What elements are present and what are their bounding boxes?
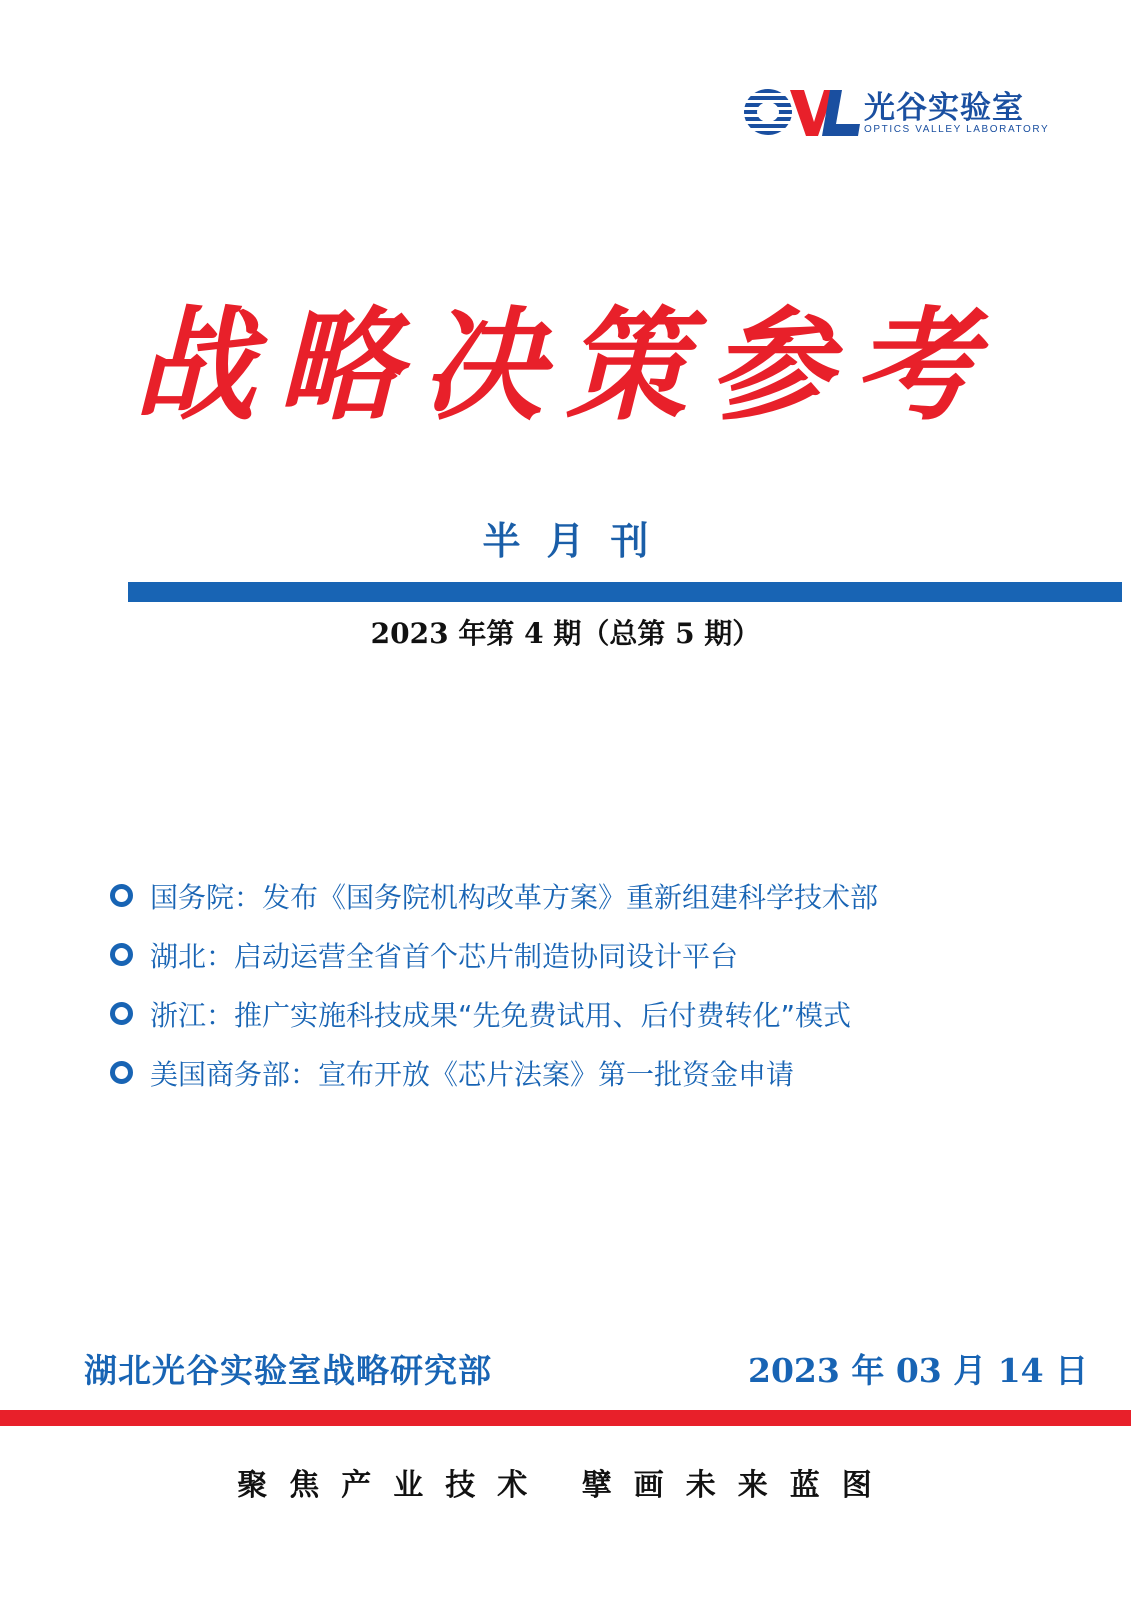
issue-number: 2023 年第 4 期（总第 5 期） <box>370 617 761 650</box>
publication-date: 2023 年 03 月 14 日 <box>748 1351 1089 1390</box>
page-title: 战略决策参考 <box>133 293 998 437</box>
logo-name-cn: 光谷实验室 <box>864 90 1024 126</box>
headline-item <box>110 931 1070 990</box>
publication-frequency: 半月刊 <box>482 518 675 563</box>
headline-item <box>110 1049 1070 1108</box>
ovl-logo-icon <box>742 84 860 140</box>
headline-item <box>110 990 1070 1049</box>
circle-bullet-icon <box>110 884 133 907</box>
headline-item <box>110 872 1070 931</box>
headline-text: 浙江：推广实施科技成果“先免费试用、后付费转化”模式 <box>150 998 852 1032</box>
blue-divider <box>128 582 1122 602</box>
circle-bullet-icon <box>110 943 133 966</box>
headline-list <box>110 872 1070 1108</box>
logo-name-en: OPTICS VALLEY LABORATORY <box>864 124 1050 135</box>
logo <box>742 82 1062 142</box>
headline-text: 美国商务部：宣布开放《芯片法案》第一批资金申请 <box>150 1057 795 1091</box>
headline-text: 国务院：发布《国务院机构改革方案》重新组建科学技术部 <box>150 880 879 914</box>
organization-name: 湖北光谷实验室战略研究部 <box>84 1351 492 1390</box>
headline-text: 湖北：启动运营全省首个芯片制造协同设计平台 <box>150 939 739 973</box>
red-divider <box>0 1410 1131 1426</box>
circle-bullet-icon <box>110 1061 133 1084</box>
slogan: 聚焦产业技术 擘画未来蓝图 <box>237 1468 894 1503</box>
circle-bullet-icon <box>110 1002 133 1025</box>
